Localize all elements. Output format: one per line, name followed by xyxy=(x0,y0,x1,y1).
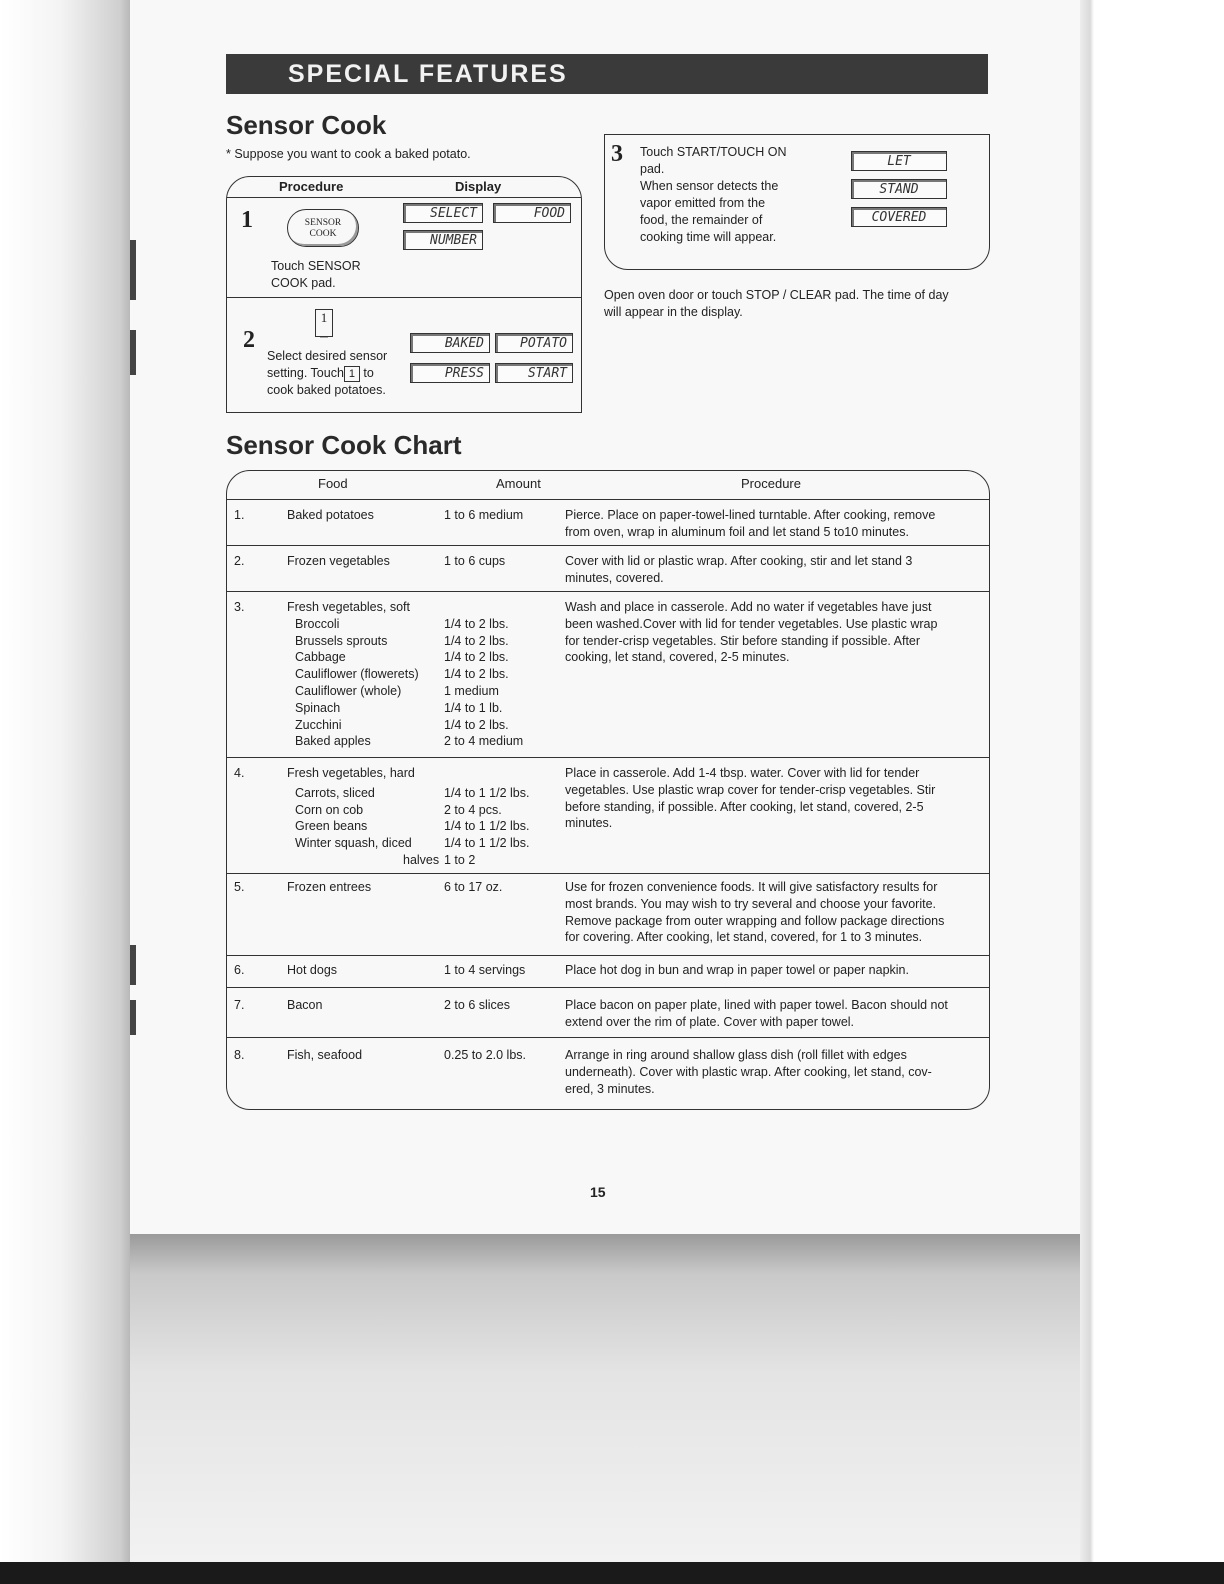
number-1-key-label: 1 xyxy=(320,310,328,325)
display-food: FOOD xyxy=(493,203,571,223)
food-item: Cauliflower (flowerets) xyxy=(295,667,419,682)
procedure-line: Cover with lid or plastic wrap. After cooking, stir and let stand 3 xyxy=(565,554,913,568)
food-item: Frozen entrees xyxy=(287,880,372,894)
step-3-text-line6: cooking time will appear. xyxy=(640,230,777,244)
procedure-line: for tender-crisp vegetables. Stir before standing if possible. After xyxy=(565,633,921,648)
scan-left-edge xyxy=(0,0,130,1584)
amount-item: 2 to 6 slices xyxy=(444,998,511,1012)
procedure-line: ered, 3 minutes. xyxy=(565,1081,655,1096)
row-number: 8. xyxy=(234,1048,245,1062)
row-number: 6. xyxy=(234,963,245,977)
header-bar xyxy=(226,54,988,94)
food-item: Zucchini xyxy=(295,717,342,732)
binder-mark xyxy=(130,240,136,300)
food-item: Corn on cob xyxy=(295,802,364,817)
step-2-text-line1: Select desired sensor xyxy=(267,349,388,363)
procedure-line: Wash and place in casserole. Add no water if vegetables have just xyxy=(565,600,932,614)
procedure-line: underneath). Cover with plastic wrap. After cooking, let stand, cov- xyxy=(565,1064,932,1079)
amount-item: 1 medium xyxy=(444,684,499,698)
row-divider xyxy=(227,1037,989,1038)
sensor-cook-chart xyxy=(226,470,990,1110)
scan-right-edge xyxy=(1080,0,1224,1584)
row-divider xyxy=(227,873,989,874)
procedure-line: Remove package from outer wrapping and follow package directions xyxy=(565,913,945,928)
amount-item: 1/4 to 1 1/2 lbs. xyxy=(444,785,530,800)
display-let: LET xyxy=(851,151,947,171)
food-item: Fresh vegetables, soft xyxy=(287,600,410,614)
sensor-cook-pad[interactable] xyxy=(287,209,359,247)
display-select: SELECT xyxy=(403,203,483,223)
procedure-line: from oven, wrap in aluminum foil and let stand 5 to10 minutes. xyxy=(565,524,909,539)
amount-item: 1 to 2 xyxy=(444,853,476,867)
step-3-text-line1: Touch START/TOUCH ON xyxy=(640,145,787,159)
amount-item: 1/4 to 2 lbs. xyxy=(444,667,509,682)
row-number: 1. xyxy=(234,508,245,522)
food-item: Baked apples xyxy=(295,734,371,749)
row-divider xyxy=(227,987,989,988)
step-2-text-line2 xyxy=(267,365,374,382)
amount-item: 1/4 to 1 1/2 lbs. xyxy=(444,819,530,834)
procedure-line: cooking, let stand, covered, 2-5 minutes. xyxy=(565,650,790,665)
amount-item: 1/4 to 2 lbs. xyxy=(444,633,509,648)
row-divider xyxy=(227,499,989,500)
food-item: Cabbage xyxy=(295,650,346,665)
procedure-line: Use for frozen convenience foods. It will give satisfactory results for xyxy=(565,880,938,894)
food-item: Brussels sprouts xyxy=(295,633,388,648)
binder-mark xyxy=(130,945,136,985)
column-header-amount: Amount xyxy=(496,476,541,491)
procedure-line: minutes. xyxy=(565,816,613,831)
after-note-line1: Open oven door or touch STOP / CLEAR pad. The time of day xyxy=(604,288,949,302)
row-number: 3. xyxy=(234,600,245,614)
procedure-line: Place in casserole. Add 1-4 tbsp. water. Cover with lid for tender xyxy=(565,766,920,780)
amount-item: 0.25 to 2.0 lbs. xyxy=(444,1048,527,1062)
procedure-line: minutes, covered. xyxy=(565,570,664,585)
binder-mark xyxy=(130,1000,136,1035)
step-1-number: 1 xyxy=(241,207,253,233)
step-3-text-line5: food, the remainder of xyxy=(640,213,763,227)
display-label: Display xyxy=(455,179,502,194)
amount-item: 1/4 to 1 1/2 lbs. xyxy=(444,836,530,851)
step-3-text-line4: vapor emitted from the xyxy=(640,196,766,210)
sensor-cook-chart-title: Sensor Cook Chart xyxy=(226,430,462,460)
food-item: Green beans xyxy=(295,819,368,834)
procedure-line: Arrange in ring around shallow glass dish (roll fillet with edges xyxy=(565,1048,907,1062)
row-divider xyxy=(227,545,989,546)
display-press: PRESS xyxy=(410,363,490,383)
procedure-line: for covering. After cooking, let stand, covered, for 1 to 3 minutes. xyxy=(565,930,923,945)
amount-item: 1/4 to 2 lbs. xyxy=(444,616,509,631)
binder-mark xyxy=(130,330,136,375)
food-item: Spinach xyxy=(295,700,341,715)
food-item: Bacon xyxy=(287,998,323,1012)
procedure-line: vegetables. Use plastic wrap cover for tender-crisp vegetables. Stir xyxy=(565,782,936,797)
amount-item: 1/4 to 2 lbs. xyxy=(444,717,509,732)
row-divider xyxy=(227,591,989,592)
food-item: Carrots, sliced xyxy=(295,785,375,800)
display-covered: COVERED xyxy=(851,207,947,227)
step-3-box xyxy=(604,134,990,270)
number-1-key[interactable] xyxy=(315,309,333,340)
display-number: NUMBER xyxy=(403,230,483,250)
column-header-food: Food xyxy=(318,476,348,491)
step-3-text-line3: When sensor detects the xyxy=(640,179,779,193)
display-baked: BAKED xyxy=(410,333,490,353)
row-number: 7. xyxy=(234,998,245,1012)
sensor-cook-pad-line1: SENSOR xyxy=(304,218,342,228)
procedure-box xyxy=(226,176,582,413)
procedure-line: most brands. You may wish to try several and choose your favorite. xyxy=(565,896,937,911)
row-number: 2. xyxy=(234,554,245,568)
procedure-line: extend over the rim of plate. Cover with paper towel. xyxy=(565,1014,855,1029)
scan-bottom-border xyxy=(0,1562,1224,1584)
food-item: Broccoli xyxy=(295,616,340,631)
amount-item: 1 to 4 servings xyxy=(444,963,526,977)
amount-item: 1 to 6 medium xyxy=(444,508,524,522)
procedure-label: Procedure xyxy=(279,179,344,194)
food-item: Frozen vegetables xyxy=(287,554,390,568)
step-1-text-line1: Touch SENSOR xyxy=(271,259,361,273)
procedure-line: Place hot dog in bun and wrap in paper towel or paper napkin. xyxy=(565,963,909,977)
column-header-procedure: Procedure xyxy=(741,476,801,491)
step-1-text-line2: COOK pad. xyxy=(271,276,336,290)
procedure-header-divider xyxy=(227,197,581,198)
food-item: halves xyxy=(403,853,440,867)
step-2-text-line2-pre: setting. Touch xyxy=(267,366,344,380)
step-2-number: 2 xyxy=(243,327,255,353)
step-divider xyxy=(227,297,581,298)
number-1-key-inline: 1 xyxy=(344,366,360,382)
amount-item: 2 to 4 pcs. xyxy=(444,802,502,817)
procedure-line: Place bacon on paper plate, lined with paper towel. Bacon should not xyxy=(565,998,948,1012)
food-item: Cauliflower (whole) xyxy=(295,684,402,698)
row-number: 5. xyxy=(234,880,245,894)
amount-item: 2 to 4 medium xyxy=(444,734,524,749)
food-item: Fresh vegetables, hard xyxy=(287,766,415,780)
step-2-text-line3: cook baked potatoes. xyxy=(267,383,386,397)
display-stand: STAND xyxy=(851,179,947,199)
number-1-key-dots: .... xyxy=(320,331,328,340)
amount-item: 6 to 17 oz. xyxy=(444,880,503,894)
sensor-cook-pad-line2: COOK xyxy=(309,229,337,239)
row-divider xyxy=(227,757,989,758)
food-item: Baked potatoes xyxy=(287,508,374,522)
food-item: Winter squash, diced xyxy=(295,836,412,851)
food-item: Hot dogs xyxy=(287,963,338,977)
procedure-line: Pierce. Place on paper-towel-lined turntable. After cooking, remove xyxy=(565,508,936,522)
sensor-cook-intro: * Suppose you want to cook a baked potato. xyxy=(226,147,471,161)
amount-item: 1/4 to 1 lb. xyxy=(444,700,503,715)
display-potato: POTATO xyxy=(495,333,573,353)
row-divider xyxy=(227,955,989,956)
sensor-cook-title: Sensor Cook xyxy=(226,110,387,140)
amount-item: 1/4 to 2 lbs. xyxy=(444,650,509,665)
scan-bottom-shadow xyxy=(130,1234,1080,1564)
step-3-text-line2: pad. xyxy=(640,162,665,176)
procedure-line: before standing, if possible. After cooking, let stand, covered, 2-5 xyxy=(565,799,924,814)
procedure-line: been washed.Cover with lid for tender vegetables. Use plastic wrap xyxy=(565,616,938,631)
step-2-text-line2-post: to xyxy=(363,366,374,380)
amount-item: 1 to 6 cups xyxy=(444,554,506,568)
page-number: 15 xyxy=(590,1184,606,1200)
row-number: 4. xyxy=(234,766,245,780)
page-header-title: SPECIAL FEATURES xyxy=(288,60,568,88)
after-note-line2: will appear in the display. xyxy=(604,305,743,319)
display-start: START xyxy=(495,363,573,383)
step-3-number: 3 xyxy=(611,141,623,167)
food-item: Fish, seafood xyxy=(287,1048,363,1062)
